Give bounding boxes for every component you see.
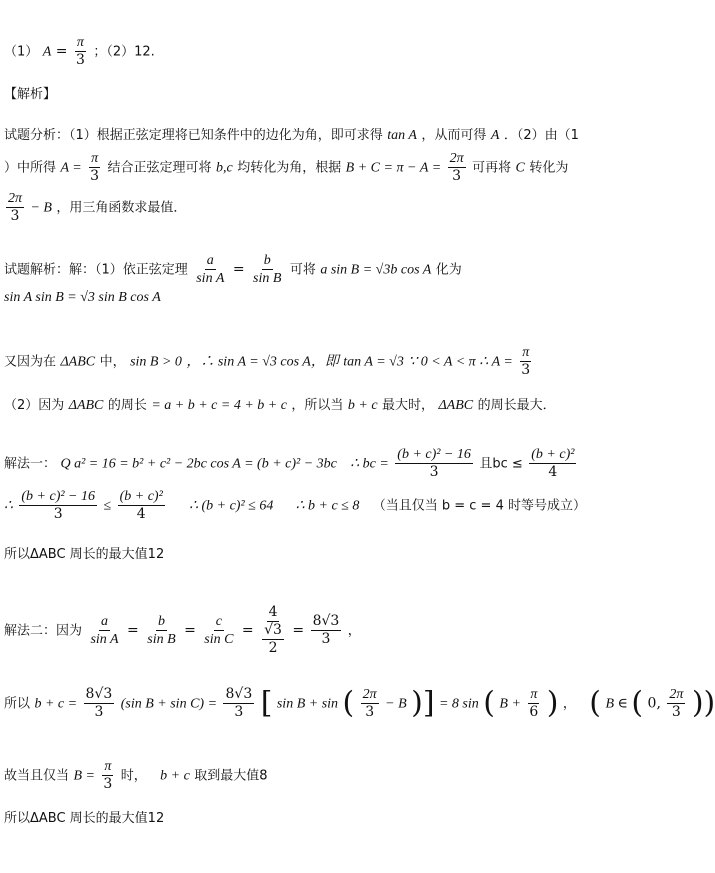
frac-den: 3 bbox=[53, 506, 63, 522]
expr-B-range: B ∈ bbox=[605, 696, 632, 712]
frac-den: 3 bbox=[452, 168, 462, 184]
frac-den: 3 bbox=[234, 704, 244, 720]
frac-den: sin B bbox=[253, 271, 282, 286]
solution-line-3 bbox=[4, 344, 534, 379]
var-A: A bbox=[42, 44, 52, 60]
frac-num: a bbox=[206, 253, 214, 268]
frac-num: π bbox=[104, 759, 112, 774]
frac-num: 4 bbox=[268, 604, 278, 620]
jiexi-header: 【解析】 bbox=[4, 87, 57, 102]
analysis-text: ，从而可得 bbox=[421, 128, 487, 143]
frac-den: 4 bbox=[548, 464, 558, 480]
answer-prefix: （1） bbox=[4, 44, 39, 60]
comma: ， bbox=[347, 623, 361, 639]
frac-den: 3 bbox=[10, 208, 20, 224]
fraction-8sqrt3-3 bbox=[84, 686, 115, 721]
expr-cosine-law: Q a² = 16 = b² + c² − 2bc cos A = (b + c)² − 3bc bbox=[60, 456, 337, 472]
frac-num: b bbox=[157, 614, 165, 629]
analysis-text: 转化为 bbox=[529, 160, 569, 176]
frac-num: a bbox=[101, 614, 109, 629]
fraction-pi-3 bbox=[101, 758, 114, 793]
expr-8sin: = 8 sin bbox=[438, 696, 479, 712]
frac-den: 3 bbox=[429, 464, 439, 480]
analysis-text: ，用三角函数求最值． bbox=[56, 200, 187, 216]
frac-num: 2π bbox=[362, 687, 377, 702]
frac-num: (b + c)² − 16 bbox=[21, 489, 96, 504]
expr-B-eq: B = bbox=[73, 768, 95, 784]
solution-text: 的周长最大． bbox=[477, 398, 556, 413]
var-C: C bbox=[515, 160, 525, 176]
analysis-line-3 bbox=[4, 190, 186, 225]
bracket-open: [ bbox=[260, 685, 273, 721]
fraction-4-over-sqrt3-2 bbox=[260, 604, 286, 657]
fraction-pi-3 bbox=[88, 150, 101, 185]
expr-triangle: ΔABC bbox=[68, 398, 104, 413]
method2-line-2 bbox=[4, 686, 715, 721]
solution-line-4 bbox=[4, 396, 556, 415]
expr-minus-B: − B bbox=[385, 696, 407, 712]
frac-num: √3 bbox=[264, 622, 282, 638]
frac-num: π bbox=[522, 345, 530, 360]
frac-num: c bbox=[215, 614, 222, 629]
frac-num: b bbox=[263, 253, 271, 268]
equality-note: （当且仅当 b = c = 4 时等号成立） bbox=[372, 498, 586, 514]
fraction-bc-4 bbox=[529, 446, 576, 481]
solution-line-2 bbox=[4, 288, 161, 307]
frac-den: sin A bbox=[196, 271, 225, 286]
analysis-text: 可再将 bbox=[472, 160, 512, 176]
fraction-bc bbox=[395, 446, 473, 481]
method-text: 且bc ≤ bbox=[479, 456, 523, 472]
fraction-a-sinA bbox=[88, 613, 120, 648]
frac-num: 8√3 bbox=[225, 686, 253, 702]
frac-num: 8√3 bbox=[312, 613, 340, 629]
expr-result-1: ∴ (b + c)² ≤ 64 bbox=[189, 498, 274, 514]
paren-open: ( bbox=[589, 685, 601, 721]
frac-den: sin C bbox=[204, 632, 234, 647]
expr-tanA: tan A bbox=[387, 128, 417, 143]
solution-text: （2）因为 bbox=[4, 398, 65, 413]
method-label: 解法一： bbox=[4, 456, 57, 472]
fraction-8sqrt3-3 bbox=[223, 686, 254, 721]
method-label: 解法二：因为 bbox=[4, 623, 83, 639]
frac-den: 3 bbox=[521, 362, 531, 378]
solution-text: 最大时， bbox=[382, 398, 435, 413]
fraction-2pi-3 bbox=[361, 686, 379, 721]
method-text: 故当且仅当 bbox=[4, 768, 70, 784]
leq-symbol: ≤ bbox=[103, 498, 112, 514]
solution-line-1: 试题解析：解：（1）依正弦定理 $\frac{a}{\text{sin A}}$ = $\frac{b}{\text{sin B}}$ 可将 a sin B = √3b cos A 化为 bbox=[4, 253, 462, 286]
frac-num: 2π bbox=[8, 191, 23, 206]
expr-B-plus: B + bbox=[499, 696, 521, 712]
analysis-text: 结合正弦定理可将 bbox=[107, 160, 212, 176]
expr-sinB-pos: sin B > 0 bbox=[130, 354, 182, 370]
method-text: 时， bbox=[120, 768, 147, 784]
frac-den: 3 bbox=[671, 704, 681, 720]
expr-tanA: tan A = √3 bbox=[343, 354, 404, 370]
frac-den: 2 bbox=[268, 640, 278, 656]
expr-sum-sin: (sin B + sin C) = bbox=[120, 696, 218, 712]
expr-triangle: ΔABC bbox=[60, 354, 96, 370]
expr-eq2: sin A sin B = √3 sin B cos A bbox=[4, 290, 161, 305]
analysis-text: 试题分析：（1）根据正弦定理将已知条件中的边化为角，即可求得 bbox=[4, 128, 383, 143]
analysis-text: ）中所得 bbox=[4, 160, 57, 176]
fraction-bc bbox=[19, 488, 97, 523]
solution-text: 的周长 bbox=[107, 398, 147, 413]
frac-den: 6 bbox=[529, 704, 539, 720]
analysis-text: ．（2）由（1 bbox=[503, 128, 579, 143]
frac-num: 2π bbox=[669, 687, 684, 702]
expr-range-A: ∵ 0 < A < π ∴ A = bbox=[408, 354, 513, 370]
method-text: 取到最大值8 bbox=[194, 768, 268, 784]
analysis-line-2 bbox=[4, 150, 568, 185]
method1-line-2 bbox=[4, 488, 586, 523]
paren-open: ( bbox=[483, 685, 495, 721]
frac-den: 4 bbox=[136, 506, 146, 522]
expr-triangle: ΔABC bbox=[438, 398, 474, 413]
analysis-line-1 bbox=[4, 126, 579, 145]
method1-line-1 bbox=[4, 446, 578, 481]
frac-den: 3 bbox=[90, 168, 100, 184]
fraction-2pi-3 bbox=[667, 686, 685, 721]
frac-num: (b + c)² − 16 bbox=[397, 447, 471, 462]
expr-sum: B + C = π − A = bbox=[345, 160, 442, 176]
expr-sin-sum: sin B + sin bbox=[276, 696, 339, 712]
fraction-2pi-3 bbox=[6, 190, 24, 225]
fraction-pi-3 bbox=[519, 344, 532, 379]
fraction-b-sinB bbox=[145, 613, 177, 648]
paren-close: ) bbox=[411, 685, 423, 721]
solution-text: 化为 bbox=[435, 262, 462, 278]
frac-den: sin B bbox=[147, 632, 176, 647]
frac-num: (b + c)² bbox=[119, 489, 163, 504]
frac-den bbox=[260, 622, 286, 657]
solution-text: 试题解析：解：（1）依正弦定理 bbox=[4, 262, 188, 278]
frac-num: (b + c)² bbox=[531, 447, 575, 462]
paren-close: ) bbox=[691, 685, 704, 721]
method2-line-3 bbox=[4, 758, 268, 793]
fraction-bc-4 bbox=[118, 488, 165, 523]
frac-den: 3 bbox=[75, 52, 85, 68]
therefore-symbol: ∴ bbox=[4, 498, 13, 514]
frac-den: 3 bbox=[321, 631, 331, 647]
frac-num: 8√3 bbox=[85, 686, 113, 702]
bracket-close: ] bbox=[422, 685, 435, 721]
solution-text: 可将 bbox=[289, 262, 316, 278]
frac-num: π bbox=[530, 687, 538, 702]
frac-den: 3 bbox=[103, 776, 113, 792]
expr-b-plus-c: b + c bbox=[347, 398, 378, 413]
var-A: A bbox=[490, 128, 500, 143]
method1-conclusion: 所以ΔABC 周长的最大值12 bbox=[4, 547, 165, 562]
expr-b-plus-c: b + c bbox=[160, 768, 190, 784]
fraction-a-sinA bbox=[194, 252, 226, 287]
fraction-b-sinB bbox=[251, 252, 283, 287]
expr-zero: 0, bbox=[647, 695, 661, 712]
paren-close: ) bbox=[703, 685, 715, 721]
analysis-text: 均转化为角，根据 bbox=[237, 160, 342, 176]
method2-line-1: 解法二：因为 $\frac{a}{\text{sin A}}$ = $\frac{b}{\text{sin B}}$ = $\frac{c}{\text{sin C}}$ = $\frac{4}{\frac{√3}{2}}$ = $\frac{8√3}{3}$ ， bbox=[4, 604, 361, 656]
answer-line: （1） A = $\frac{\pi}{3}$ ；（2）12. bbox=[4, 35, 155, 68]
fraction-pi-6 bbox=[527, 686, 540, 721]
solution-text: 中， bbox=[99, 354, 126, 370]
expr-eq1: a sin B = √3b cos A bbox=[320, 262, 432, 278]
expr-b-plus-c: b + c = bbox=[34, 696, 78, 712]
method-text: 所以 bbox=[4, 696, 31, 712]
expr-bc-eq: ∴ bc = bbox=[350, 456, 389, 472]
expr-minus-B: − B bbox=[30, 200, 52, 216]
answer-sep: ；（2）12. bbox=[93, 44, 155, 60]
paren-close: ) bbox=[546, 685, 559, 721]
fraction-8sqrt3-3 bbox=[311, 613, 342, 648]
frac-den: 3 bbox=[94, 704, 104, 720]
expr-A-eq: A = bbox=[60, 160, 82, 176]
paren-open: ( bbox=[342, 685, 355, 721]
fraction-2pi-3 bbox=[448, 150, 466, 185]
solution-text: 又因为在 bbox=[4, 354, 57, 370]
method2-conclusion: 所以ΔABC 周长的最大值12 bbox=[4, 811, 165, 826]
expr-result-2: ∴ b + c ≤ 8 bbox=[295, 498, 360, 514]
expr-sinA: ，∴ sin A = √3 cos A，即 bbox=[186, 354, 339, 370]
frac-num: π bbox=[91, 151, 99, 166]
comma: ， bbox=[562, 696, 576, 712]
fraction-c-sinC bbox=[202, 613, 235, 648]
frac-num: 2π bbox=[449, 151, 464, 166]
frac-den: sin A bbox=[90, 632, 119, 647]
frac-den: 3 bbox=[365, 704, 375, 720]
solution-text: ，所以当 bbox=[291, 398, 344, 413]
expr-perimeter: = a + b + c = 4 + b + c bbox=[151, 398, 287, 413]
fraction-pi-3 bbox=[74, 34, 87, 69]
frac-num: π bbox=[76, 35, 84, 50]
expr-bc: b,c bbox=[216, 160, 233, 176]
paren-open: ( bbox=[631, 685, 644, 721]
